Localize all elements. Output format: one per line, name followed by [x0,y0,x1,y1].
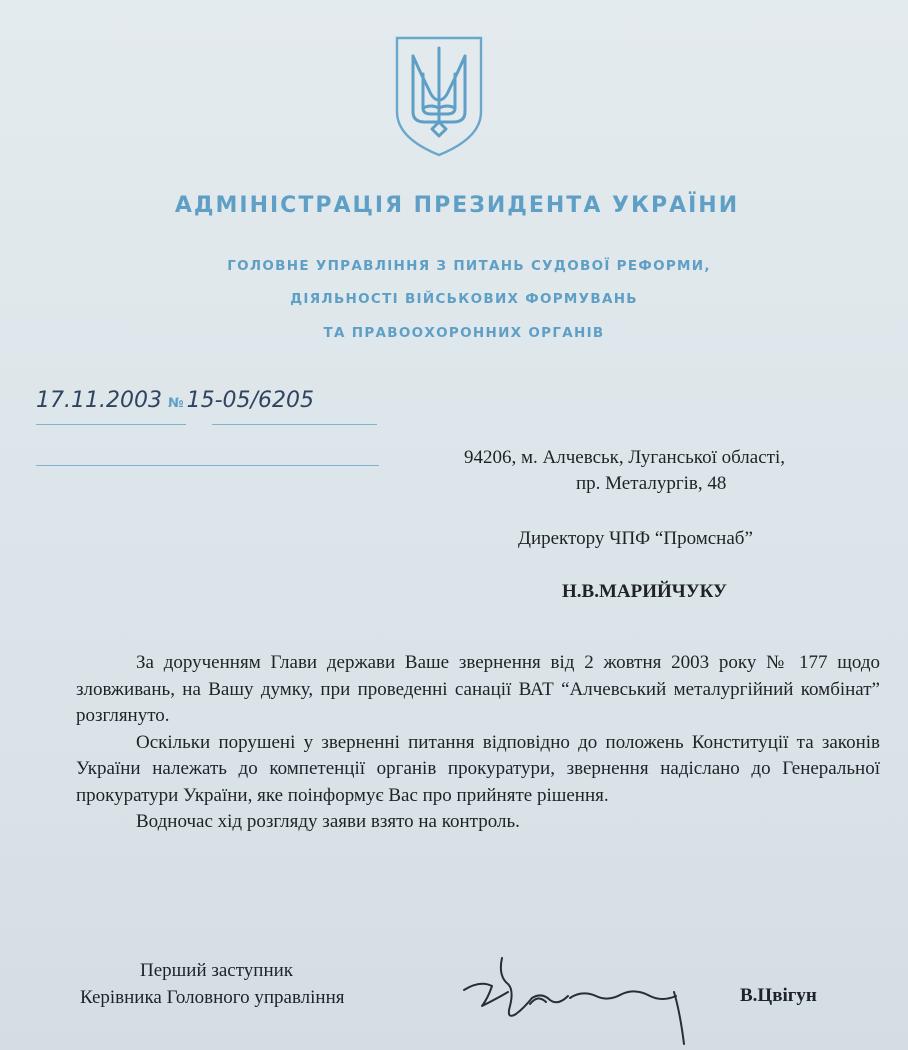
paragraph-1: За дорученням Глави держави Ваше звернення від 2 жовтня 2003 року № 177 щодо зловживань, на Вашу думку, при проведенні санації ВАТ “Алчевський металургійний комбінат” розглянуто. [76,652,880,726]
signatory-name: В.Цвігун [740,985,817,1006]
recipient-name: Н.В.МАРИЙЧУКУ [562,581,727,602]
reply-underline [36,465,379,466]
registration-date: 17.11.2003 [36,388,162,413]
department-line-1: ГОЛОВНЕ УПРАВЛІННЯ З ПИТАНЬ СУДОВОЇ РЕФОРМИ, [227,258,711,274]
number-underline [212,424,377,425]
letter-body [76,650,880,836]
registration-number: 15-05/6205 [186,388,314,413]
trident-emblem-icon [393,34,485,158]
department-line-2: ДІЯЛЬНОСТІ ВІЙСЬКОВИХ ФОРМУВАНЬ [290,291,638,307]
paragraph-2: Оскільки порушені у зверненні питання відповідно до положень Конституції та законів України належать до компетенції органів прокуратури, звернення надіслано до Генеральної прокуратури України, яке поінформує Вас про прийняте рішення. [76,731,880,806]
registration-line [36,388,314,413]
institution-title: АДМІНІСТРАЦІЯ ПРЕЗИДЕНТА УКРАЇНИ [174,193,740,218]
handwritten-signature-icon [458,950,698,1050]
paragraph-3: Водночас хід розгляду заяви взято на контроль. [136,811,520,832]
date-underline [36,424,186,425]
signatory-title-line-2: Керівника Головного управління [80,987,345,1008]
recipient-address-line-1: 94206, м. Алчевськ, Луганської області, [464,447,785,468]
department-line-3: ТА ПРАВООХОРОННИХ ОРГАНІВ [323,325,605,341]
number-sign: № [167,396,184,411]
recipient-position: Директору ЧПФ “Промснаб” [518,528,753,549]
recipient-address-line-2: пр. Металургів, 48 [576,473,727,494]
signatory-title-line-1: Перший заступник [140,960,294,981]
